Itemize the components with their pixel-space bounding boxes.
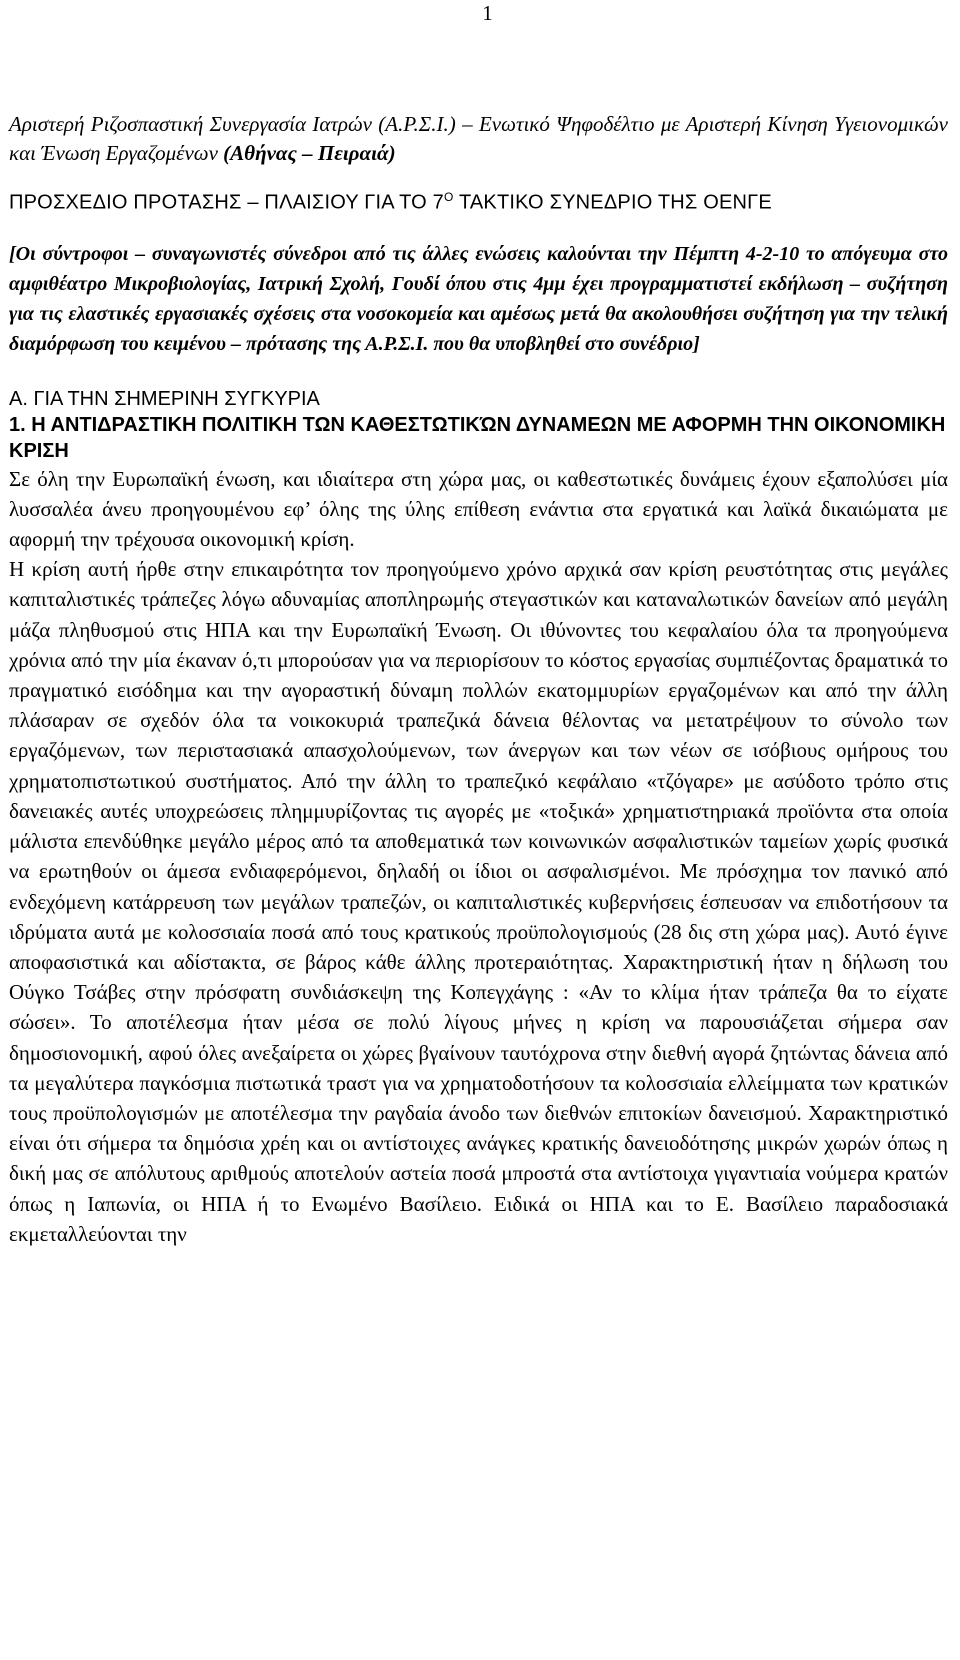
page-number: 1	[482, 1, 493, 25]
proposal-heading-text-before: ΠΡΟΣΧΕΔΙΟ ΠΡΟΤΑΣΗΣ – ΠΛΑΙΣΙΟΥ ΓΙΑ ΤΟ 7	[9, 191, 444, 214]
lead-paragraph	[9, 110, 948, 168]
lead-dash: –	[455, 112, 479, 136]
proposal-heading-superscript: Ο	[444, 190, 454, 204]
section-subtitle: 1. Η ΑΝΤΙΔΡΑΣΤΙΚΗ ΠΟΛΙΤΙΚΗ ΤΩΝ ΚΑΘΕΣΤΩΤΙΚΏΝ ΔΥΝΑΜΕΩΝ ΜΕ ΑΦΟΡΜΗ ΤΗΝ ΟΙΚΟΝΟΜΙΚΗ ΚΡΙΣΗ	[9, 413, 946, 462]
lead-place: (Αθήνας – Πειραιά)	[223, 141, 396, 165]
proposal-heading	[9, 183, 948, 218]
body-paragraph-1: Σε όλη την Ευρωπαϊκή ένωση, και ιδιαίτερα στη χώρα μας, οι καθεστωτικές δυνάμεις έχουν εξαπολύσει μία λυσσαλέα άνευ προηγουμένου εφ’ όλης της ύλης επίθεση ενάντια στα εργατικά και λαϊκά δικαιώματα με αφορμή την τρέχουσα οικονομική κρίση.	[9, 466, 948, 552]
section-title: Α. ΓΙΑ ΤΗΝ ΣΗΜΕΡΙΝΗ ΣΥΓΚΥΡΙΑ	[9, 387, 320, 410]
invitation-note: [Οι σύντροφοι – συναγωνιστές σύνεδροι από τις άλλες ενώσεις καλούνται την Πέμπτη 4-2-10 το απόγευμα στο αμφιθέατρο Μικροβιολογίας, Ιατρική Σχολή, Γουδί όπου στις 4μμ έχει προγραμματιστεί εκδήλωση – συζήτηση για τις ελαστικές εργασιακές σχέσεις στα νοσοκομεία και αμέσως μετά θα ακολουθήσει συζήτηση για την τελική διαμόρφωση του κειμένου – πρότασης της Α.Ρ.Σ.Ι. που θα υποβληθεί στο συνέδριο]	[9, 242, 948, 355]
body-paragraph-2: Η κρίση αυτή ήρθε στην επικαιρότητα τον προηγούμενο χρόνο αρχικά σαν κρίση ρευστότητας στις μεγάλες καπιταλιστικές τράπεζες λόγω αδυναμίας αποπληρωμής στεγαστικών και καταναλωτικών δανείων από μεγάλη μάζα πληθυσμού στις ΗΠΑ και την Ευρωπαϊκή Ένωση. Οι ιθύνοντες του κεφαλαίου όλα τα προηγούμενα χρόνια από την μία έκαναν ό,τι μπορούσαν για να περιορίσουν το κόστος εργασίας συμπιέζοντας δραματικά το πραγματικό εισόδημα και την αγοραστική δύναμη πολλών εκατομμυρίων εργαζομένων και από την άλλη πλάσαραν σε σχεδόν όλα τα νοικοκυριά τραπεζικά δάνεια θέλοντας να μετατρέψουν το σύνολο των εργαζόμενων, των περιστασιακά απασχολούμενων, των άνεργων και των νέων σε ισόβιους ομήρους του χρηματοπιστωτικού συστήματος. Από την άλλη το τραπεζικό κεφάλαιο «τζόγαρε» με ασύδοτο τρόπο στις δανειακές αυτές υποχρεώσεις πλημμυρίζοντας τις αγορές με «τοξικά» χρηματιστηριακά προϊόντα στα οποία μάλιστα επενδύθηκε μεγάλο μέρος από τα αποθεματικά των κοινωνικών ασφαλιστικών ταμείων χωρίς φυσικά να ερωτηθούν οι άμεσα ενδιαφερόμενοι, δηλαδή οι ίδιοι οι ασφαλισμένοι. Με πρόσχημα τον πανικό από ενδεχόμενη κατάρρευση των μεγάλων τραπεζών, οι καπιταλιστικές κυβερνήσεις έσπευσαν να επιδοτήσουν τα ιδρύματα αυτά με κολοσσιαία ποσά από τους κρατικούς προϋπολογισμούς (28 δις στη χώρα μας). Αυτό έγινε αποφασιστικά και αδίστακτα, σε βάρος κάθε άλλης προτεραιότητας. Χαρακτηριστική ήταν η δήλωση του Ούγκο Τσάβες στην πρόσφατη συνδιάσκεψη της Κοπεγχάγης : «Αν το κλίμα ήταν τράπεζα θα το είχατε σώσει». Το αποτέλεσμα ήταν μέσα σε πολύ λίγους μήνες η κρίση να παρουσιάζεται σήμερα σαν δημοσιονομική, αφού όλες ανεξαίρετα οι χώρες βγαίνουν ταυτόχρονα στην διεθνή αγορά ζητώντας δάνεια από τα μεγαλύτερα παγκόσμια πιστωτικά τραστ για να χρηματοδοτήσουν τα κολοσσιαία ελλείμματα των κρατικών τους προϋπολογισμών με αποτέλεσμα την ραγδαία άνοδο των διεθνών επιτοκίων δανεισμού. Χαρακτηριστικό είναι ότι σήμερα τα δημόσια χρέη και οι αντίστοιχες ανάγκες κρατικής δανειοδότησης μικρών χωρών όπως η δική μας σε απόλυτους αριθμούς αποτελούν αστεία ποσά μπροστά στα αντίστοιχα γιγαντιαία νούμερα κρατών όπως η Ιαπωνία, οι ΗΠΑ ή το Ενωμένο Βασίλειο. Ειδικά οι ΗΠΑ και το Ε. Βασίλειο παραδοσιακά εκμεταλλεύονται την	[9, 557, 948, 1246]
proposal-heading-text-after: ΤΑΚΤΙΚΟ ΣΥΝΕΔΡΙΟ ΤΗΣ ΟΕΝΓΕ	[453, 191, 772, 214]
top-margin	[9, 28, 948, 110]
lead-org: Αριστερή Ριζοσπαστική Συνεργασία Ιατρών (Α.Ρ.Σ.Ι.)	[9, 112, 456, 136]
lead-rest: Ενωτικό Ψηφοδέλτιο με Αριστερή Κίνηση Υγειονομικών και Ένωση Εργαζομένων	[9, 112, 949, 165]
